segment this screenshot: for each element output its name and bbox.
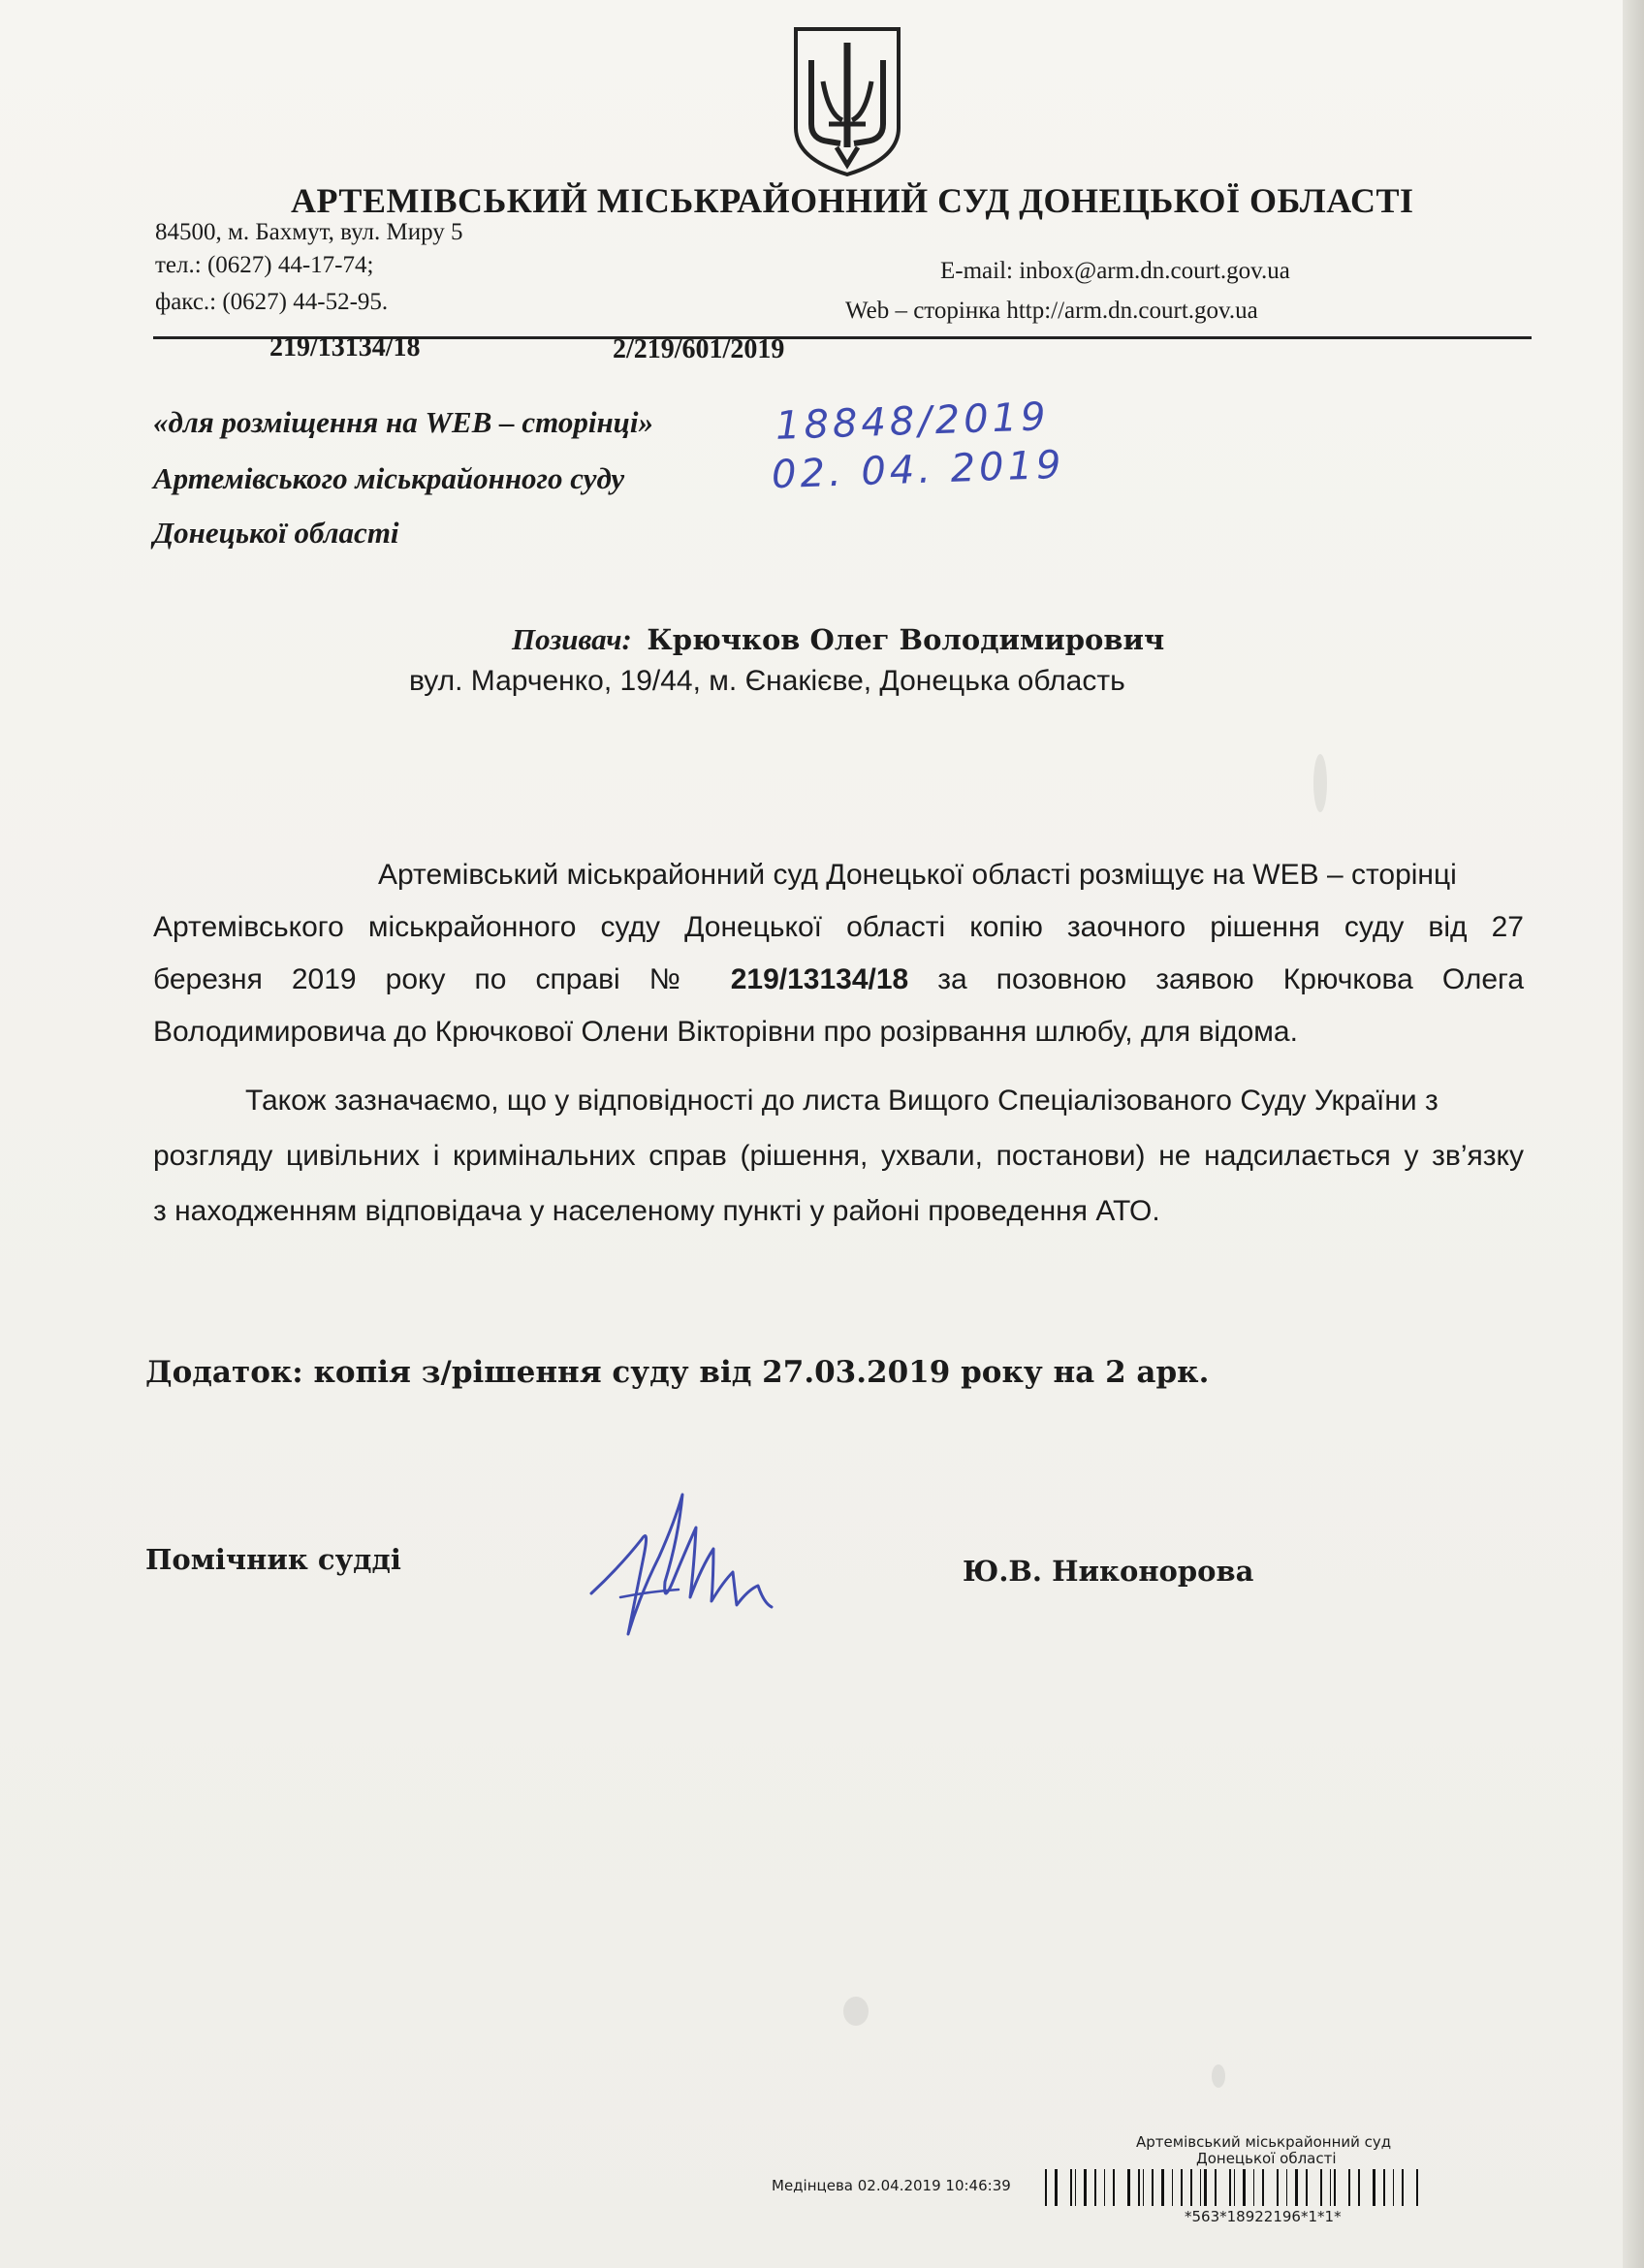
stamp-registrar: Медінцева 02.04.2019 10:46:39 <box>772 2177 1011 2194</box>
body-p1-line3 <box>153 954 1524 1006</box>
scan-smudge <box>1212 2064 1225 2088</box>
barcode-bar <box>1295 2169 1298 2206</box>
barcode-bar <box>1190 2169 1192 2206</box>
body-p1-line3-a: березня 2019 року по справі № <box>153 963 702 995</box>
scan-smudge <box>843 1997 869 2026</box>
signatory-name: Ю.В. Никонорова <box>963 1555 1254 1588</box>
signatory-role: Помічник судді <box>145 1543 401 1576</box>
body-case-number: 219/13134/18 <box>730 963 909 995</box>
plaintiff-line <box>512 622 1164 657</box>
body-p1-line3-b: за позовною заявою Крючкова Олега <box>937 963 1524 995</box>
barcode-bar <box>1229 2169 1231 2206</box>
barcode-bar <box>1138 2169 1140 2206</box>
barcode-bar <box>1416 2169 1418 2206</box>
barcode-bar <box>1320 2169 1322 2206</box>
scan-edge <box>1623 0 1644 2268</box>
barcode-bar <box>1055 2169 1058 2206</box>
barcode-bar <box>1253 2169 1254 2206</box>
barcode-bar <box>1113 2169 1115 2206</box>
barcode-bar <box>1393 2169 1394 2206</box>
body-p1-line2: Артемівського міськрайонного суду Донецької області копію заочного рішення суду від 27 <box>153 911 1524 943</box>
handwritten-date: 02. 04. 2019 <box>771 442 1066 498</box>
barcode-bar <box>1334 2169 1336 2206</box>
court-phone: тел.: (0627) 44-17-74; <box>155 252 374 278</box>
court-address: 84500, м. Бахмут, вул. Миру 5 <box>155 219 463 245</box>
barcode-bar <box>1383 2169 1385 2206</box>
body-paragraph-2 <box>153 1073 1524 1239</box>
barcode-bar <box>1181 2169 1183 2206</box>
case-number: 219/13134/18 <box>269 332 421 362</box>
barcode-bar <box>1075 2169 1076 2206</box>
barcode-bar <box>1070 2169 1072 2206</box>
barcode-bar <box>1286 2169 1287 2206</box>
plaintiff-name: Крючков Олег Володимирович <box>647 623 1165 656</box>
barcode-bar <box>1402 2169 1404 2206</box>
barcode-bar <box>1143 2169 1144 2206</box>
barcode-bar <box>1084 2169 1087 2206</box>
barcode-bar <box>1373 2169 1375 2206</box>
publication-note-line1: «для розміщення на WEB – сторінці» <box>153 405 654 439</box>
barcode-bar <box>1277 2169 1279 2206</box>
barcode-bar <box>1215 2169 1217 2206</box>
body-p2-line1: Також зазначаємо, що у відповідності до листа Вищого Спеціалізованого Суду України з <box>245 1085 1438 1117</box>
body-p2-line3: з находженням відповідача у населеному пункті у районі проведення АТО. <box>153 1195 1160 1227</box>
barcode-bar <box>1094 2169 1096 2206</box>
coat-of-arms-emblem <box>790 23 904 178</box>
barcode-bar <box>1104 2169 1105 2206</box>
body-paragraph-1 <box>153 849 1524 1058</box>
publication-note-line3: Донецької області <box>153 516 399 550</box>
barcode-bar <box>1358 2169 1360 2206</box>
barcode-bar <box>1330 2169 1331 2206</box>
body-p1-line1: Артемівський міськрайонний суд Донецької області розміщує на WEB – сторінці <box>378 859 1457 891</box>
document-barcode <box>1045 2169 1512 2206</box>
barcode-bar <box>1243 2169 1246 2206</box>
barcode-bar <box>1045 2169 1047 2206</box>
stamp-org-line2: Донецької області <box>1196 2150 1337 2167</box>
proceeding-number: 2/219/601/2019 <box>613 334 785 364</box>
barcode-bar <box>1200 2169 1201 2206</box>
barcode-bar <box>1348 2169 1350 2206</box>
barcode-bar <box>1172 2169 1173 2206</box>
court-website: Web – сторінка http://arm.dn.court.gov.ua <box>845 298 1258 324</box>
handwritten-registration-number: 18848/2019 <box>775 394 1051 449</box>
handwritten-signature <box>582 1489 805 1644</box>
barcode-bar <box>1127 2169 1130 2206</box>
body-p1-line4: Володимировича до Крючкової Олени Вікторівни про розірвання шлюбу, для відома. <box>153 1016 1298 1048</box>
appendix-note: Додаток: копія з/рішення суду від 27.03.2019 року на 2 арк. <box>145 1355 1210 1390</box>
barcode-bar <box>1161 2169 1164 2206</box>
court-name: АРТЕМІВСЬКИЙ МІСЬКРАЙОННИЙ СУД ДОНЕЦЬКОЇ ОБЛАСТІ <box>291 181 1414 220</box>
barcode-bar <box>1152 2169 1154 2206</box>
barcode-bar <box>1262 2169 1264 2206</box>
barcode-bar <box>1234 2169 1235 2206</box>
barcode-bar <box>1306 2169 1308 2206</box>
stamp-org-line1: Артемівський міськрайонний суд <box>1136 2133 1392 2151</box>
barcode-bar <box>1204 2169 1207 2206</box>
scan-smudge <box>1313 754 1327 812</box>
barcode-text: *563*18922196*1*1* <box>1185 2208 1342 2225</box>
court-email: E-mail: inbox@arm.dn.court.gov.ua <box>940 258 1290 284</box>
publication-note-line2: Артемівського міськрайонного суду <box>153 461 625 495</box>
plaintiff-address: вул. Марченко, 19/44, м. Єнакієве, Донецька область <box>409 665 1125 697</box>
court-fax: факс.: (0627) 44-52-95. <box>155 289 389 315</box>
plaintiff-label: Позивач: <box>512 622 632 656</box>
body-p2-line2: розгляду цивільних і кримінальних справ (рішення, ухвали, постанови) не надсилається у зв’язку <box>153 1140 1524 1172</box>
